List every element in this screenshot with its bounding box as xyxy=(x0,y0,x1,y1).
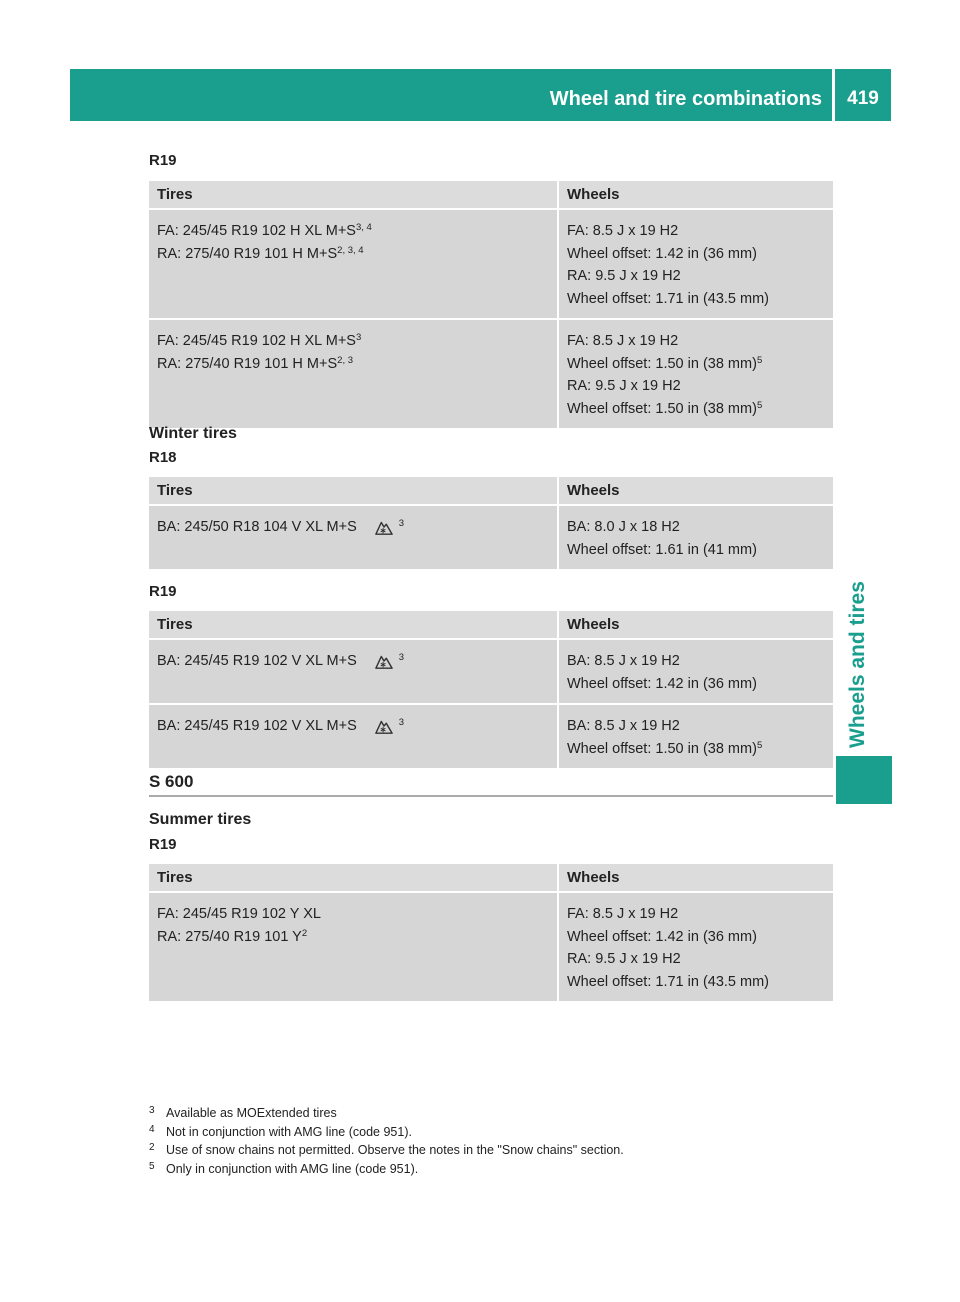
tires-cell xyxy=(149,893,559,1003)
spec-text: BA: 8.0 J x 18 H2 xyxy=(567,519,680,535)
footnote xyxy=(149,1141,624,1160)
wheel-spec-line xyxy=(567,926,825,949)
spec-text: RA: 275/40 R19 101 H M+S xyxy=(157,245,338,262)
footnote-ref: 3 xyxy=(398,717,405,728)
table-r19 xyxy=(149,181,833,430)
table-row xyxy=(149,705,833,770)
section-r19-summer: R19 xyxy=(149,836,177,853)
spec-text: BA: 245/50 R18 104 V XL M+S xyxy=(157,519,357,535)
footnote-ref: 3, 4 xyxy=(355,222,372,233)
footnote-ref: 3 xyxy=(398,652,405,663)
column-header-wheels: Wheels xyxy=(559,477,833,506)
section-r19-winter: R19 xyxy=(149,583,177,600)
table-r18-winter xyxy=(149,477,833,571)
wheel-spec-line xyxy=(567,650,825,673)
wheel-spec-line xyxy=(567,288,825,311)
footnote-ref: 5 xyxy=(756,399,763,411)
wheel-spec-line xyxy=(567,738,825,761)
spec-text: Wheel offset: 1.71 in (43.5 mm) xyxy=(567,290,770,307)
spec-text: Wheel offset: 1.42 in (36 mm) xyxy=(567,675,757,692)
footnote-ref: 3 xyxy=(398,518,405,529)
footnote-number: 5 xyxy=(149,1160,155,1172)
spec-text: Wheel offset: 1.50 in (38 mm) xyxy=(567,355,757,372)
tires-cell xyxy=(149,640,559,705)
spec-text: BA: 8.5 J x 19 H2 xyxy=(567,653,680,669)
column-header-tires: Tires xyxy=(149,611,559,640)
snowflake-mountain-icon xyxy=(375,717,393,735)
tires-cell xyxy=(149,210,559,320)
spec-text: FA: 245/45 R19 102 Y XL xyxy=(157,906,321,922)
wheels-cell xyxy=(559,893,833,1003)
tire-spec-line xyxy=(157,903,549,926)
column-header-tires: Tires xyxy=(149,181,559,210)
wheel-spec-line xyxy=(567,903,825,926)
tire-spec-line xyxy=(157,353,549,376)
table-r19-winter xyxy=(149,611,833,770)
footnote-text: Available as MOExtended tires xyxy=(166,1106,337,1120)
side-tab-marker xyxy=(836,756,892,804)
spec-text: Wheel offset: 1.71 in (43.5 mm) xyxy=(567,973,770,990)
wheel-spec-line xyxy=(567,971,825,994)
footnotes xyxy=(149,1104,624,1178)
column-header-wheels: Wheels xyxy=(559,864,833,893)
heading-s600: S 600 xyxy=(149,772,194,791)
wheel-spec-line xyxy=(567,715,825,738)
footnote-ref: 2 xyxy=(301,927,308,939)
wheel-spec-line xyxy=(567,353,825,376)
footnote-ref: 2, 3, 4 xyxy=(337,244,364,256)
footnote-text: Use of snow chains not permitted. Observe the notes in the "Snow chains" section. xyxy=(166,1143,624,1157)
wheel-spec-line xyxy=(567,516,825,539)
page-number: 419 xyxy=(835,69,891,121)
wheel-spec-line xyxy=(567,673,825,696)
footnote xyxy=(149,1123,624,1142)
footnote-number: 3 xyxy=(149,1105,155,1116)
wheel-spec-line xyxy=(567,330,825,353)
spec-text: RA: 9.5 J x 19 H2 xyxy=(567,951,681,967)
footnote-number: 4 xyxy=(149,1123,155,1135)
footnote xyxy=(149,1104,624,1123)
wheel-spec-line xyxy=(567,948,825,971)
spec-text: BA: 245/45 R19 102 V XL M+S xyxy=(157,653,357,669)
table-row xyxy=(149,640,833,705)
footnote-ref: 2, 3 xyxy=(337,354,354,366)
tire-spec-line xyxy=(157,926,549,949)
footnote-ref: 3 xyxy=(355,332,362,343)
section-divider xyxy=(149,795,833,797)
spec-text: BA: 8.5 J x 19 H2 xyxy=(567,718,680,734)
snowflake-mountain-icon xyxy=(375,652,393,670)
wheels-cell xyxy=(559,506,833,571)
spec-text: FA: 8.5 J x 19 H2 xyxy=(567,906,679,922)
tires-cell xyxy=(149,506,559,571)
tires-cell xyxy=(149,320,559,430)
column-header-tires: Tires xyxy=(149,864,559,893)
table-row xyxy=(149,893,833,1003)
tire-spec-line xyxy=(157,330,549,353)
spec-text: BA: 245/45 R19 102 V XL M+S xyxy=(157,718,357,734)
wheel-spec-line xyxy=(567,265,825,288)
spec-text: Wheel offset: 1.61 in (41 mm) xyxy=(567,541,757,558)
snowflake-mountain-icon xyxy=(375,518,393,536)
tire-spec-line xyxy=(157,516,549,539)
spec-text: FA: 245/45 R19 102 H XL M+S xyxy=(157,333,356,349)
section-winter-tires: Winter tires xyxy=(149,425,237,442)
table-row xyxy=(149,320,833,430)
tires-cell xyxy=(149,705,559,770)
table-r19-summer xyxy=(149,864,833,1003)
footnote-text: Not in conjunction with AMG line (code 951). xyxy=(166,1124,412,1139)
section-r18: R18 xyxy=(149,449,177,466)
column-header-tires: Tires xyxy=(149,477,559,506)
column-header-wheels: Wheels xyxy=(559,181,833,210)
wheels-cell xyxy=(559,705,833,770)
wheels-cell xyxy=(559,320,833,430)
footnote-number: 2 xyxy=(149,1142,155,1153)
wheel-spec-line xyxy=(567,539,825,562)
spec-text: Wheel offset: 1.42 in (36 mm) xyxy=(567,245,757,262)
page-title: Wheel and tire combinations xyxy=(549,88,822,110)
column-header-wheels: Wheels xyxy=(559,611,833,640)
spec-text: FA: 245/45 R19 102 H XL M+S xyxy=(157,223,356,239)
wheels-cell xyxy=(559,640,833,705)
wheels-cell xyxy=(559,210,833,320)
table-row xyxy=(149,210,833,320)
spec-text: FA: 8.5 J x 19 H2 xyxy=(567,223,679,239)
wheel-spec-line xyxy=(567,243,825,266)
wheel-spec-line xyxy=(567,375,825,398)
spec-text: RA: 9.5 J x 19 H2 xyxy=(567,268,681,284)
side-tab-label: Wheels and tires xyxy=(846,581,869,748)
spec-text: RA: 275/40 R19 101 H M+S xyxy=(157,355,338,372)
section-summer-tires: Summer tires xyxy=(149,811,252,828)
footnote xyxy=(149,1160,624,1179)
wheel-spec-line xyxy=(567,220,825,243)
footnote-text: Only in conjunction with AMG line (code 951). xyxy=(166,1161,419,1176)
table-row xyxy=(149,506,833,571)
spec-text: Wheel offset: 1.42 in (36 mm) xyxy=(567,928,757,945)
tire-spec-line xyxy=(157,243,549,266)
tire-spec-line xyxy=(157,715,549,738)
tire-spec-line xyxy=(157,220,549,243)
spec-text: Wheel offset: 1.50 in (38 mm) xyxy=(567,740,757,757)
wheel-spec-line xyxy=(567,398,825,421)
section-r19: R19 xyxy=(149,152,177,169)
spec-text: FA: 8.5 J x 19 H2 xyxy=(567,333,679,349)
footnote-ref: 5 xyxy=(756,354,763,366)
spec-text: RA: 275/40 R19 101 Y xyxy=(157,928,302,945)
tire-spec-line xyxy=(157,650,549,673)
spec-text: Wheel offset: 1.50 in (38 mm) xyxy=(567,400,757,417)
footnote-ref: 5 xyxy=(756,739,763,751)
spec-text: RA: 9.5 J x 19 H2 xyxy=(567,378,681,394)
